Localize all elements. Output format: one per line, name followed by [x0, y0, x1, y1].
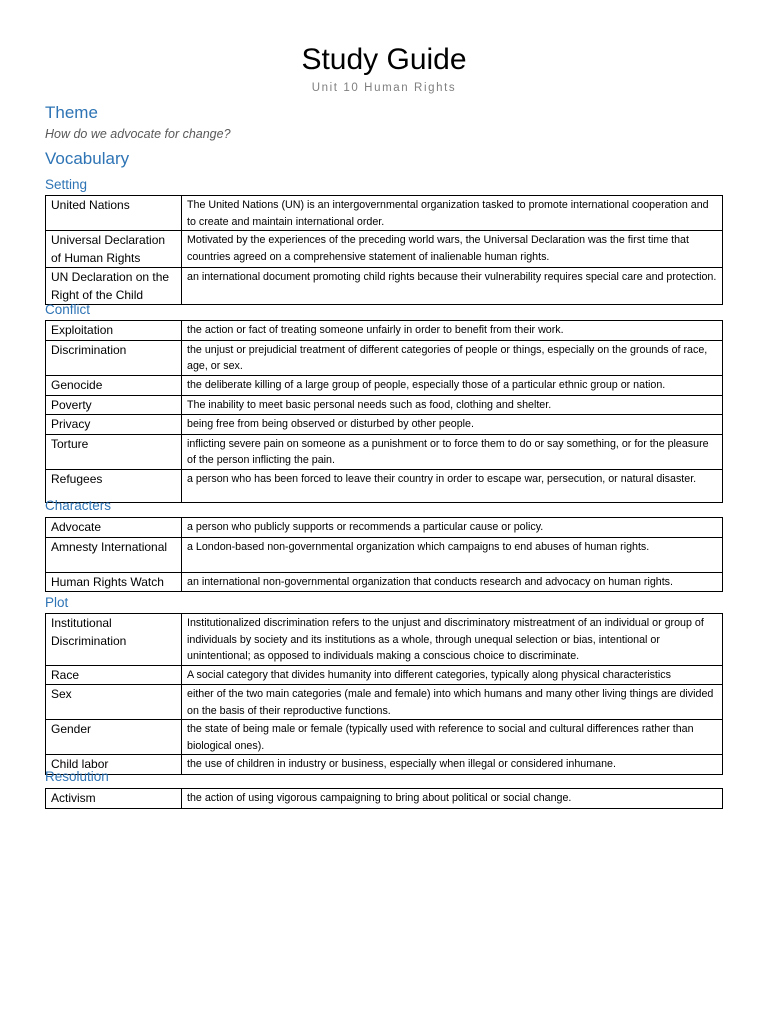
vocab-term: Exploitation — [46, 321, 182, 341]
vocab-table-plot — [45, 613, 723, 775]
table-row — [46, 268, 723, 305]
table-row — [46, 537, 723, 572]
vocab-term: Torture — [46, 434, 182, 469]
vocab-definition: either of the two main categories (male and female) into which humans and many other living things are divided on the basis of their reproductive functions. — [182, 685, 723, 720]
vocab-table-setting — [45, 195, 723, 305]
vocab-term: Activism — [46, 789, 182, 809]
table-row — [46, 321, 723, 341]
vocab-term: Advocate — [46, 518, 182, 538]
table-row — [46, 720, 723, 755]
vocab-definition: the state of being male or female (typically used with reference to social and cultural differences rather than biological ones). — [182, 720, 723, 755]
table-row — [46, 755, 723, 775]
vocab-term: Universal Declaration of Human Rights — [46, 231, 182, 268]
table-row — [46, 415, 723, 435]
page-title: Study Guide — [301, 43, 467, 76]
vocab-definition: inflicting severe pain on someone as a punishment or to force them to do or say something, or for the pleasure of the person inflicting the pain. — [182, 434, 723, 469]
vocab-definition: The inability to meet basic personal needs such as food, clothing and shelter. — [182, 395, 723, 415]
vocab-definition: the deliberate killing of a large group of people, especially those of a particular ethnic group or nation. — [182, 375, 723, 395]
vocab-term: Child labor — [46, 755, 182, 775]
vocab-definition: a London-based non-governmental organization which campaigns to end abuses of human rights. — [182, 537, 723, 572]
theme-heading: Theme — [45, 103, 98, 122]
table-row — [46, 789, 723, 809]
table-row — [46, 231, 723, 268]
vocab-term: Gender — [46, 720, 182, 755]
table-row — [46, 614, 723, 666]
table-row — [46, 395, 723, 415]
table-row — [46, 434, 723, 469]
vocab-term: Discrimination — [46, 340, 182, 375]
vocab-definition: an international document promoting child rights because their vulnerability requires special care and protection. — [182, 268, 723, 305]
table-row — [46, 665, 723, 685]
vocab-term: UN Declaration on the Right of the Child — [46, 268, 182, 305]
table-row — [46, 340, 723, 375]
vocab-table-characters — [45, 517, 723, 592]
table-row — [46, 196, 723, 231]
vocab-term: Genocide — [46, 375, 182, 395]
vocab-table-resolution — [45, 788, 723, 809]
vocab-definition: a person who publicly supports or recommends a particular cause or policy. — [182, 518, 723, 538]
vocab-definition: the unjust or prejudicial treatment of different categories of people or things, especially on the grounds of race, age, or sex. — [182, 340, 723, 375]
vocab-definition: The United Nations (UN) is an intergovernmental organization tasked to promote international cooperation and to create and maintain international order. — [182, 196, 723, 231]
table-row — [46, 685, 723, 720]
vocab-term: Human Rights Watch — [46, 572, 182, 592]
vocab-term: Sex — [46, 685, 182, 720]
section-heading-resolution: Resolution — [45, 769, 109, 784]
vocab-definition: an international non-governmental organization that conducts research and advocacy on human rights. — [182, 572, 723, 592]
vocab-term: Poverty — [46, 395, 182, 415]
page-subtitle: Unit 10 Human Rights — [311, 82, 457, 94]
vocab-definition: A social category that divides humanity into different categories, typically along physical characteristics — [182, 665, 723, 685]
section-heading-setting: Setting — [45, 177, 88, 192]
vocab-definition: the use of children in industry or business, especially when illegal or considered inhumane. — [182, 755, 723, 775]
vocab-term: United Nations — [46, 196, 182, 231]
section-heading-plot: Plot — [45, 595, 69, 610]
vocab-term: Privacy — [46, 415, 182, 435]
vocab-definition: the action or fact of treating someone unfairly in order to benefit from their work. — [182, 321, 723, 341]
vocab-definition: being free from being observed or disturbed by other people. — [182, 415, 723, 435]
vocab-term: Institutional Discrimination — [46, 614, 182, 666]
theme-question: How do we advocate for change? — [45, 127, 231, 141]
vocab-term: Race — [46, 665, 182, 685]
vocab-term: Refugees — [46, 469, 182, 502]
section-heading-conflict: Conflict — [45, 302, 91, 317]
vocab-definition: a person who has been forced to leave their country in order to escape war, persecution, or natural disaster. — [182, 469, 723, 502]
vocabulary-heading: Vocabulary — [45, 149, 130, 168]
table-row — [46, 375, 723, 395]
vocab-definition: the action of using vigorous campaigning to bring about political or social change. — [182, 789, 723, 809]
vocab-definition: Motivated by the experiences of the preceding world wars, the Universal Declaration was the first time that countries agreed on a comprehensive statement of inalienable human rights. — [182, 231, 723, 268]
table-row — [46, 518, 723, 538]
table-row — [46, 572, 723, 592]
table-row — [46, 469, 723, 502]
vocab-definition: Institutionalized discrimination refers to the unjust and discriminatory mistreatment of an individual or group of individuals by society and its institutions as a whole, through unequal selection or bias, intentional or unintentional; as opposed to individuals making a conscious choice to discriminate. — [182, 614, 723, 666]
vocab-table-conflict — [45, 320, 723, 503]
section-heading-characters: Characters — [45, 498, 112, 513]
vocab-term: Amnesty International — [46, 537, 182, 572]
